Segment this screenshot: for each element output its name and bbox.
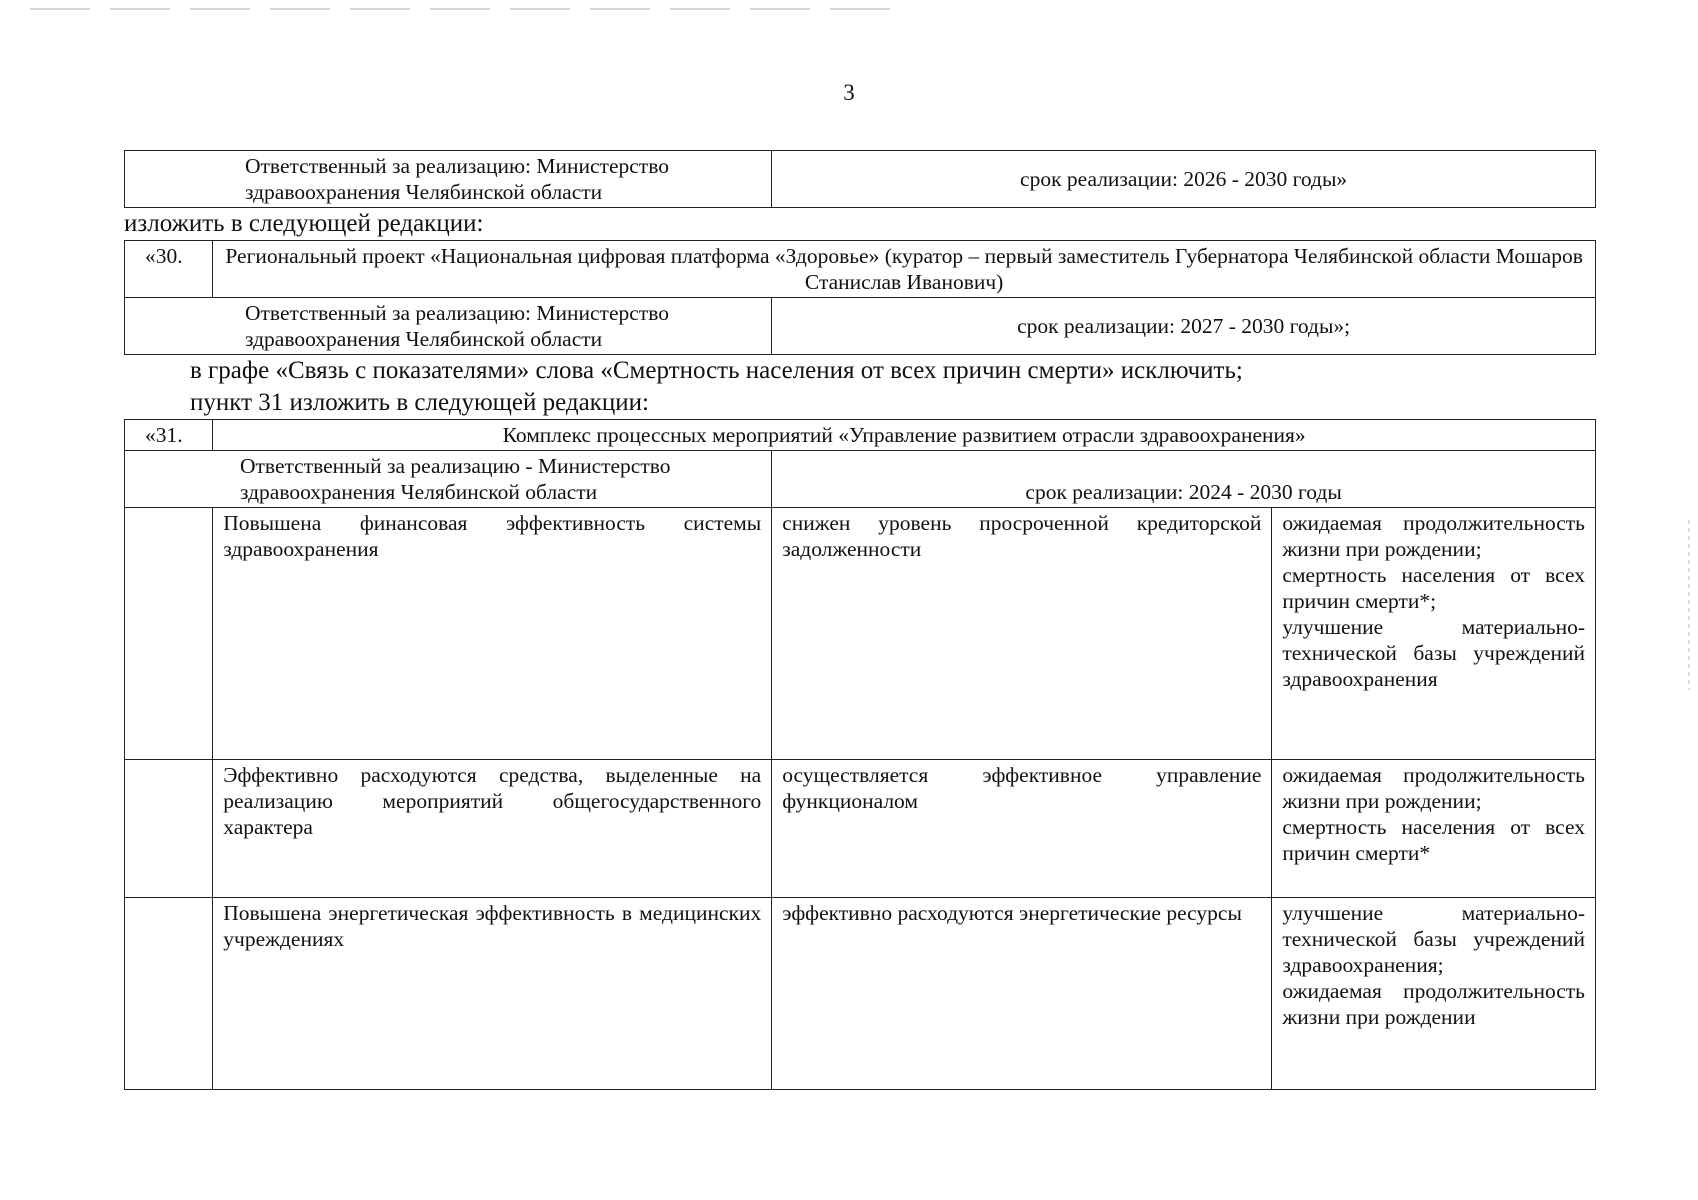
empty-number-cell <box>125 898 213 1090</box>
term-text: срок реализации: 2027 - 2030 годы»; <box>1017 314 1351 338</box>
result-cell <box>772 508 1272 760</box>
item-number-cell <box>125 241 213 298</box>
instruction-paragraph: пункт 31 изложить в следующей редакции: <box>190 389 649 416</box>
item-number: «31. <box>145 423 183 447</box>
task-text: Повышена энергетическая эффективность в медицинских учреждениях <box>223 901 762 951</box>
task-text: Эффективно расходуются средства, выделенные на реализацию мероприятий общегосударственного характера <box>223 763 762 839</box>
result-text: эффективно расходуются энергетические ресурсы <box>782 901 1242 925</box>
table-item-31 <box>124 419 1596 1090</box>
indicator-item: смертность населения от всех причин смерти*; <box>1282 563 1585 613</box>
table-item-30 <box>124 240 1596 355</box>
instruction-paragraph: изложить в следующей редакции: <box>124 210 484 237</box>
term-text: срок реализации: 2026 - 2030 годы» <box>1020 167 1348 191</box>
term-cell <box>772 151 1596 208</box>
scan-artifact <box>30 8 900 10</box>
term-cell <box>772 298 1596 355</box>
complex-title-cell <box>213 420 1596 451</box>
task-text: Повышена финансовая эффективность системы здравоохранения <box>223 511 762 561</box>
responsible-cell <box>125 151 772 208</box>
document-body <box>124 150 1596 1090</box>
indicators-cell <box>1272 898 1596 1090</box>
task-cell <box>213 760 772 898</box>
indicator-item: ожидаемая продолжительность жизни при рождении <box>1282 979 1585 1029</box>
complex-title: Комплекс процессных мероприятий «Управление развитием отрасли здравоохранения» <box>502 423 1306 447</box>
indicator-item: ожидаемая продолжительность жизни при рождении; <box>1282 511 1585 561</box>
result-cell <box>772 760 1272 898</box>
table-row <box>125 151 1596 208</box>
indicator-item: ожидаемая продолжительность жизни при рождении; <box>1282 763 1585 813</box>
table-row <box>125 451 1596 508</box>
indicator-item: улучшение материально-технической базы учреждений здравоохранения; <box>1282 901 1585 977</box>
project-title: Региональный проект «Национальная цифровая платформа «Здоровье» (куратор – первый заместитель Губернатора Челябинской области Мошаров Станислав Иванович) <box>225 244 1583 294</box>
table-row <box>125 420 1596 451</box>
result-text: снижен уровень просроченной кредиторской задолженности <box>782 511 1262 561</box>
responsible-text: Ответственный за реализацию: Министерство здравоохранения Челябинской области <box>245 154 669 204</box>
item-number: «30. <box>145 244 183 268</box>
page-number: 3 <box>843 80 855 105</box>
instruction-paragraph: в графе «Связь с показателями» слова «Смертность населения от всех причин смерти» исключить; <box>190 357 1243 384</box>
result-text: осуществляется эффективное управление функционалом <box>782 763 1262 813</box>
indicators-cell <box>1272 508 1596 760</box>
table-row <box>125 508 1596 760</box>
table-row <box>125 298 1596 355</box>
empty-number-cell <box>125 508 213 760</box>
task-cell <box>213 898 772 1090</box>
table-row <box>125 760 1596 898</box>
responsible-cell <box>125 298 772 355</box>
result-cell <box>772 898 1272 1090</box>
task-cell <box>213 508 772 760</box>
term-cell <box>772 451 1596 508</box>
scan-edge-artifact <box>1688 520 1690 690</box>
term-text: срок реализации: 2024 - 2030 годы <box>1025 480 1342 504</box>
item-number-cell <box>125 420 213 451</box>
table-row <box>125 241 1596 298</box>
responsible-text: Ответственный за реализацию: Министерство здравоохранения Челябинской области <box>245 301 669 351</box>
indicators-cell <box>1272 760 1596 898</box>
responsible-text: Ответственный за реализацию - Министерство здравоохранения Челябинской области <box>240 454 671 504</box>
indicator-item: улучшение материально-технической базы учреждений здравоохранения <box>1282 615 1585 691</box>
responsible-cell <box>125 451 772 508</box>
table-previous-item-footer <box>124 150 1596 208</box>
empty-number-cell <box>125 760 213 898</box>
indicator-item: смертность населения от всех причин смерти* <box>1282 815 1585 865</box>
table-row <box>125 898 1596 1090</box>
project-title-cell <box>213 241 1596 298</box>
